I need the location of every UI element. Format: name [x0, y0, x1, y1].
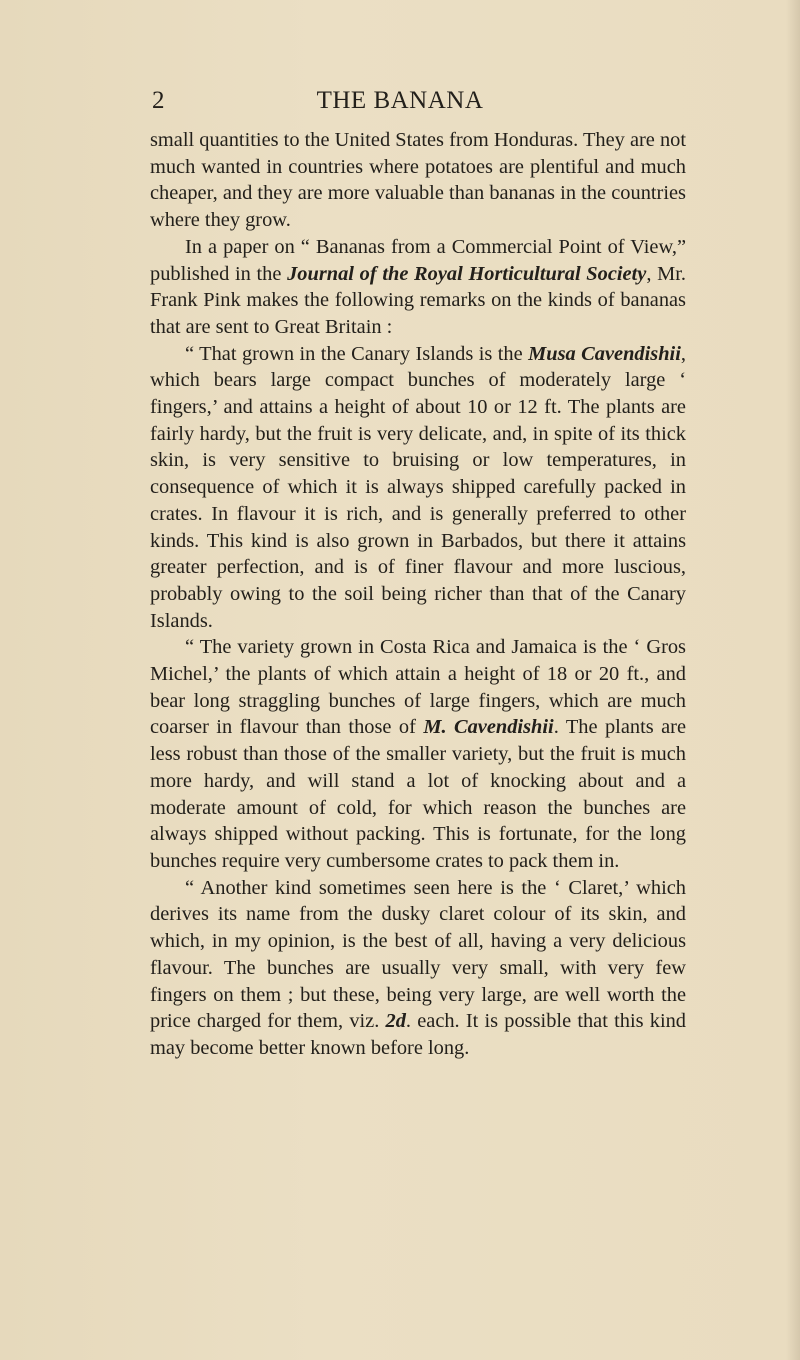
paragraph-canary-islands: “ That grown in the Canary Islands is the Musa Cavendishii, which bears large compact bunches of moderately large ‘ fingers,’ and attains a height of about 10 or 12 ft. The plants are fairly hardy, but the fruit is very delicate, and, in spite of its thick skin, is very sensitive to bruising or low temperatures, in consequence of which it is always shipped carefully packed in crates. In flavour it is rich, and is generally preferred to other kinds. This kind is also grown in Barbados, but there it attains greater perfection, and is of finer flavour and more luscious, probably owing to the soil being richer than that of the Canary Islands. [150, 342, 686, 632]
body-text [150, 127, 686, 1062]
price-pence: 2d [385, 1010, 406, 1033]
paragraph-claret: “ Another kind sometimes seen here is the ‘ Claret,’ which derives its name from the dusky claret colour of its skin, and which, in my opinion, is the best of all, having a very delicious flavour. The bunches are usually very small, with very few fingers on them ; but these, being very large, are well worth the price charged for them, viz. 2d. each. It is possible that this kind may become better known before long. [150, 876, 686, 1059]
paragraph-continuation: small quantities to the United States from Honduras. They are not much wanted in countries where potatoes are plentiful and much cheaper, and they are more valuable than bananas in the countries where they grow. [150, 129, 686, 232]
page-number: 2 [152, 87, 165, 114]
page-edge-shadow [786, 0, 800, 1360]
page-header [0, 86, 800, 116]
paragraph-gros-michel: “ The variety grown in Costa Rica and Jamaica is the ‘ Gros Michel,’ the plants of which attain a height of 18 or 20 ft., and bear long straggling bunches of large fingers, which are much coarser in flavour than those of M. Cavendishii. The plants are less robust than those of the smaller variety, but the fruit is much more hardy, and will stand a lot of knocking about and a moderate amount of cold, for which reason the bunches are always shipped without packing. This is fortunate, for the long bunches require very cumbersome crates to pack them in. [150, 636, 687, 872]
species-name-abbrev: M. Cavendishii [423, 716, 554, 739]
paragraph-pink-paper: In a paper on “ Bananas from a Commercial Point of View,” published in the Journal of the Royal Horticultural Society, Mr. Frank Pink makes the following remarks on the kinds of bananas that are sent to Great Britain : [150, 235, 686, 338]
journal-title: Journal of the Royal Horticultural Society [287, 262, 647, 285]
running-title: THE BANANA [316, 87, 484, 114]
species-name: Musa Cavendishii [528, 342, 681, 365]
